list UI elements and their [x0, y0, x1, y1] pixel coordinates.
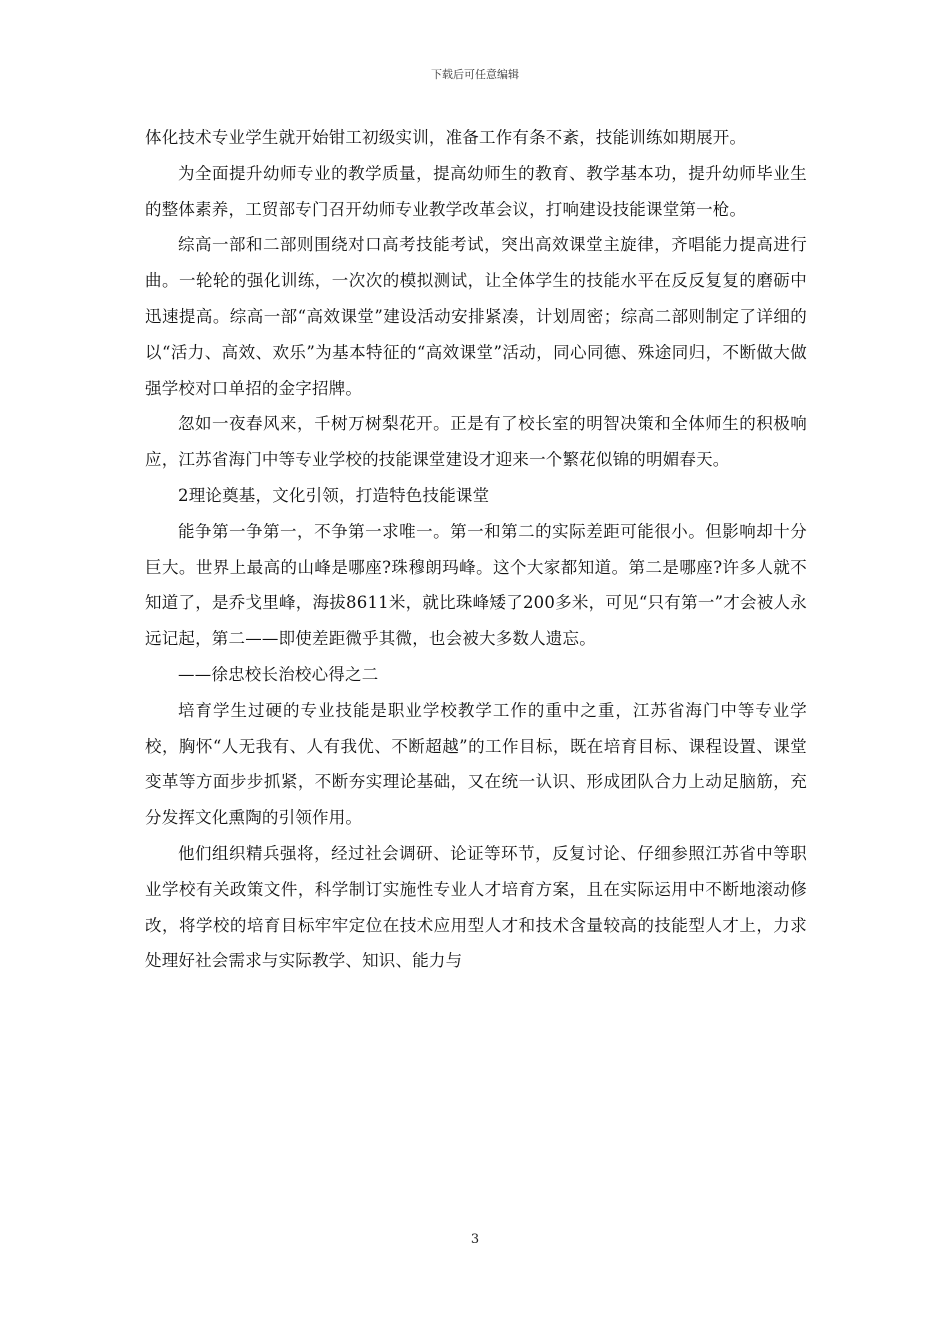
section-heading: 2理论奠基，文化引领，打造特色技能课堂 [178, 485, 490, 505]
page-header: 下载后可任意编辑 [431, 68, 519, 81]
paragraph-spring-metaphor: 忽如一夜春风来，千树万树梨花开。正是有了校长室的明智决策和全体师生的积极响应，江苏省海门中等专业学校的技能课堂建设才迎来一个繁花似锦的明媚春天。 [145, 414, 807, 470]
paragraph-preschool-reform: 为全面提升幼师专业的教学质量，提高幼师生的教育、教学基本功，提升幼师毕业生的整体素养，工贸部专门召开幼师专业教学改革会议，打响建设技能课堂第一枪。 [145, 163, 807, 219]
page-number: 3 [470, 1232, 480, 1247]
quote-attribution: ——徐忠校长治校心得之二 [178, 664, 379, 684]
paragraph-first-place: 能争第一争第一，不争第一求唯一。第一和第二的实际差距可能很小。但影响却十分巨大。世界上最高的山峰是哪座?珠穆朗玛峰。这个大家都知道。第二是哪座?许多人就不知道了，是乔戈里峰，海拔8611米，就比珠峰矮了200多米，可见“只有第一”才会被人永远记起，第二——即使差距微乎其微，也会被大多数人遗忘。 [145, 521, 807, 649]
paragraph-talent-plan: 他们组织精兵强将，经过社会调研、论证等环节，反复讨论、仔细参照江苏省中等职业学校有关政策文件，科学制订实施性专业人才培育方案，且在实际运用中不断地滚动修改，将学校的培育目标牢牢定位在技术应用型人才和技术含量较高的技能型人才上，力求处理好社会需求与实际教学、知识、能力与 [145, 843, 807, 971]
paragraph-skills-training: 培育学生过硬的专业技能是职业学校教学工作的重中之重，江苏省海门中等专业学校，胸怀“人无我有、人有我优、不断超越”的工作目标，既在培育目标、课程设置、课堂变革等方面步步抓紧，不断夯实理论基础，又在统一认识、形成团队合力上动足脑筋，充分发挥文化熏陶的引领作用。 [145, 700, 807, 828]
paragraph-continued: 体化技术专业学生就开始钳工初级实训，准备工作有条不紊，技能训练如期展开。 [145, 128, 747, 147]
paragraph-senior-departments: 综高一部和二部则围绕对口高考技能考试，突出高效课堂主旋律，齐唱能力提高进行曲。一轮轮的强化训练，一次次的模拟测试，让全体学生的技能水平在反反复复的磨砺中迅速提高。综高一部“高效课堂”建设活动安排紧凑，计划周密；综高二部则制定了详细的以“活力、高效、欢乐”为基本特征的“高效课堂”活动，同心同德、殊途同归，不断做大做强学校对口单招的金字招牌。 [145, 235, 807, 398]
document-body [145, 120, 807, 979]
